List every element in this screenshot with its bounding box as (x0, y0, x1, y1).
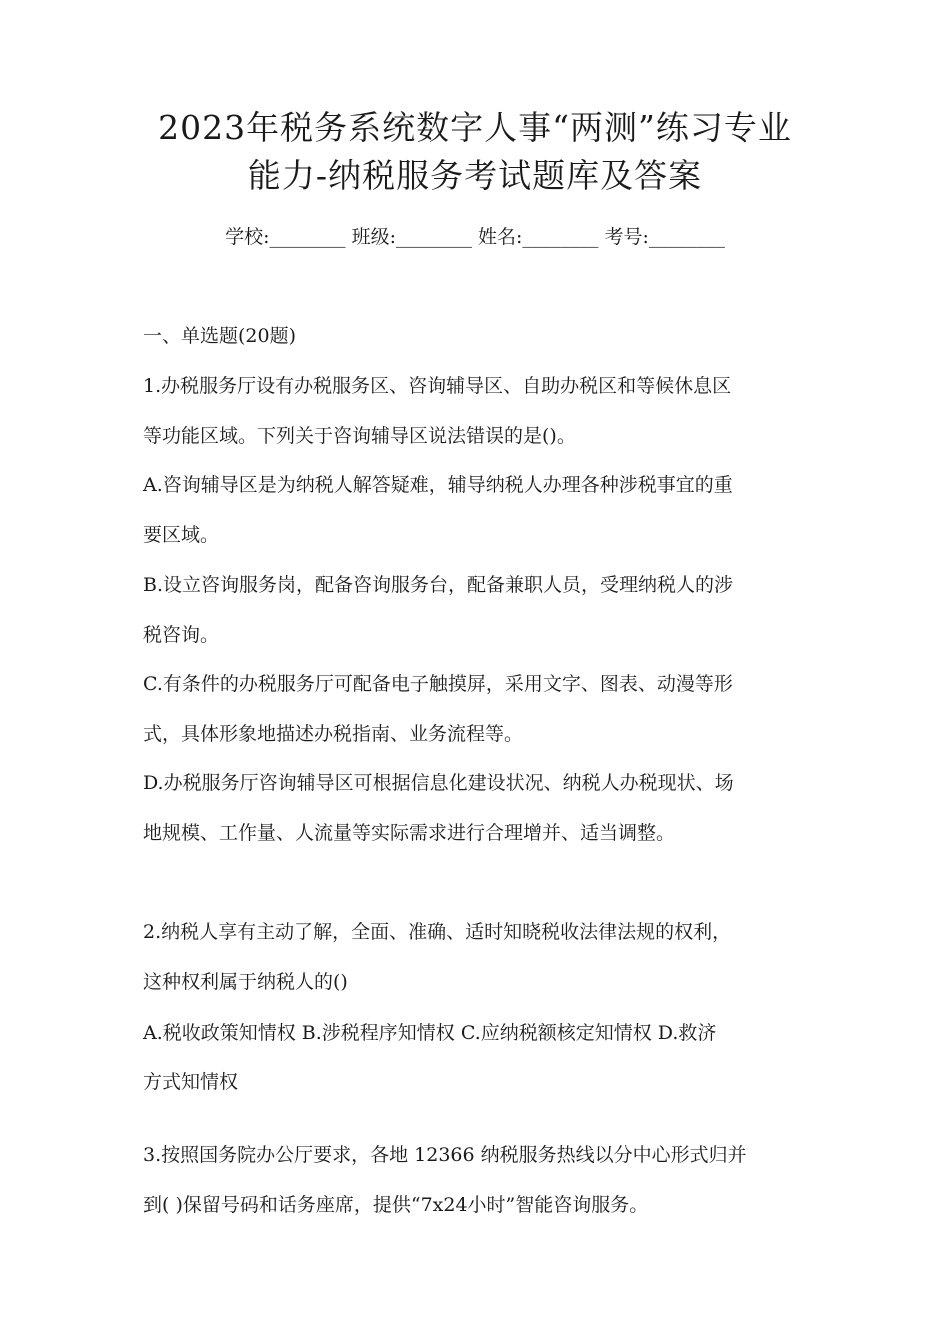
q1-stem-line-1: 1.办税服务厅设有办税服务区、咨询辅导区、自助办税区和等候休息区 (143, 375, 732, 397)
title-line-2: 能力-纳税服务考试题库及答案 (247, 156, 703, 195)
q1-option-d-line-1: D.办税服务厅咨询辅导区可根据信息化建设状况、纳税人办税现状、场 (143, 772, 734, 794)
q2-options-line-1: A.税收政策知情权 B.涉税程序知情权 C.应纳税额核定知情权 D.救济 (143, 1022, 717, 1044)
q1-option-b-line-2: 税咨询。 (143, 624, 220, 646)
q1-option-a-line-2: 要区域。 (143, 524, 220, 546)
q1-option-d-line-2: 地规模、工作量、人流量等实际需求进行合理增并、适当调整。 (143, 822, 676, 844)
q2-stem-line-2: 这种权利属于纳税人的() (143, 971, 348, 993)
document-title (100, 104, 850, 200)
q2-options-line-2: 方式知情权 (143, 1071, 239, 1093)
student-info-fields: 学校:________ 班级:________ 姓名:________ 考号:________ (225, 226, 725, 248)
section-heading: 一、单选题(20题) (143, 325, 297, 347)
q3-stem-line-2: 到( )保留号码和话务座席，提供“7x24小时”智能咨询服务。 (143, 1194, 649, 1216)
q3-stem-line-1: 3.按照国务院办公厅要求，各地 12366 纳税服务热线以分中心形式归并 (143, 1144, 747, 1166)
q1-option-c-line-1: C.有条件的办税服务厅可配备电子触摸屏，采用文字、图表、动漫等形 (143, 673, 733, 695)
q1-stem-line-2: 等功能区域。下列关于咨询辅导区说法错误的是()。 (143, 425, 576, 447)
q1-option-b-line-1: B.设立咨询服务岗，配备咨询服务台，配备兼职人员，受理纳税人的涉 (143, 574, 734, 596)
q1-option-a-line-1: A.咨询辅导区是为纳税人解答疑难，辅导纳税人办理各种涉税事宜的重 (143, 474, 733, 496)
title-line-1: 2023年税务系统数字人事“两测”练习专业 (158, 108, 792, 147)
q2-stem-line-1: 2.纳税人享有主动了解，全面、准确、适时知晓税收法律法规的权利， (143, 921, 732, 943)
q1-option-c-line-2: 式，具体形象地描述办税指南、业务流程等。 (143, 723, 524, 745)
